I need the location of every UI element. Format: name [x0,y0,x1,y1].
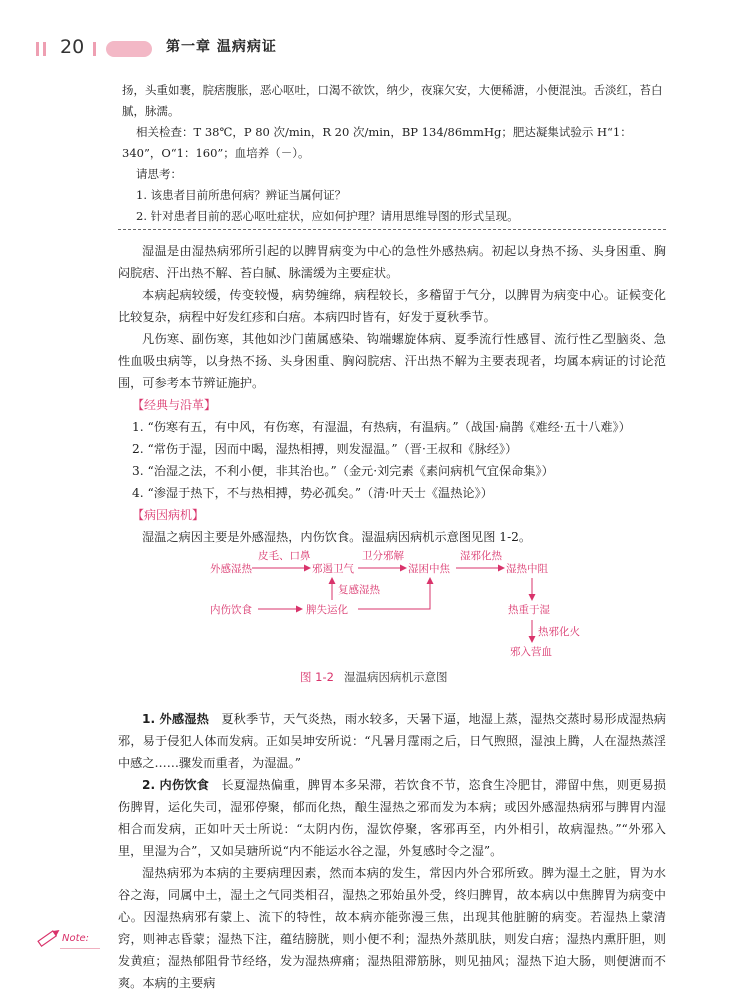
page-number: 20 [60,36,85,58]
header-bar [93,42,96,56]
cause-1 [118,708,666,774]
pathology-summary: 湿热病邪为本病的主要病理因素，然而本病的发生，常因内外合邪所致。脾为湿土之脏，胃为水谷之海，同属中土，湿土之气同类相召，湿热之邪始虽外受，终归脾胃，故本病以中焦脾胃为病变中心。因湿热病邪有蒙上、流下的特性，故本病亦能弥漫三焦，出现其他脏腑的病变。若湿热上蒙清窍，则神志昏蒙；湿热下注，蕴结膀胱，则小便不利；湿热外蒸肌肤，则发白痦；湿热内熏肝胆，则发黄疸；湿热郁阻骨节经络，发为湿热痹痛；湿热阻滞筋脉，则见抽风；湿热下迫大肠，则便溏而不爽。本病的主要病 [118,866,666,990]
edge-defense-lift: 卫分邪解 [362,550,404,562]
divider [118,229,666,230]
classics-heading: 【经典与沿革】 [132,398,217,412]
cause-2-text: 长夏湿热偏重，脾胃本多呆滞，若饮食不节，恣食生冷肥甘，滞留中焦，则更易损伤脾胃，运化失司，湿邪停聚，郁而化热，酿生湿热之邪而发为本病；或因外感湿热病邪与脾胃内湿相合而发病，正如叶天士所说：“太阴内伤，湿饮停聚，客邪再至，内外相引，故病湿热。”“外邪入里，里湿为合”，又如吴瑭所说“内不能运水谷之湿，外复感时令之湿”。 [118,778,666,858]
cause-1-heading: 1. 外感湿热 [142,712,209,726]
main-text-continued [118,708,666,994]
cause-2 [118,774,666,862]
cause-2-heading: 2. 内伤饮食 [142,778,209,792]
question-2: 2. 针对患者目前的恶心呕吐症状，应如何护理？请用思维导图的形式呈现。 [136,209,519,223]
intro-paragraph: 凡伤寒、副伤寒，其他如沙门菌属感染、钩端螺旋体病、夏季流行性感冒、流行性乙型脑炎、急性血吸虫病等，以身热不扬、头身困重、胸闷脘痞、汗出热不解为主要表现者，均属本病证的讨论范围，可参考本节辨证施护。 [118,332,666,390]
etiology-heading: 【病因病机】 [132,508,205,522]
question-1: 1. 该患者目前所患何病？辨证当属何证？ [136,188,347,202]
figure-caption [300,669,447,685]
cause-1-text: 夏秋季节，天气炎热，雨水较多，天暑下逼，地湿上蒸，湿热交蒸时易形成湿热病邪，易于侵犯人体而发病。正如吴坤安所说：“凡暑月霪雨之后，日气煦照，湿浊上腾，人在湿热蒸淫中感之……骤发而重者，为湿温。” [118,712,666,770]
page-header [0,0,730,70]
node-heat-over-damp: 热重于湿 [508,604,550,616]
node-middle: 湿困中焦 [408,563,450,575]
main-text [118,240,666,548]
node-blood: 邪入营血 [510,646,552,658]
case-symptoms: 扬，头重如裹，脘痞腹胀，恶心呕吐，口渴不欲饮，纳少，夜寐欠安，大便稀溏，小便混浊。舌淡红，苔白腻，脉濡。 [122,83,663,118]
chapter-title: 第一章 温病病证 [166,39,277,55]
edge-combined: 复感湿热 [338,584,380,596]
figure-number: 图 1-2 [300,670,334,684]
think-label: 请思考： [136,167,182,181]
node-external: 外感湿热 [210,563,252,575]
header-pill [106,41,152,57]
note-label: Note: [62,933,90,944]
classics-item: 2. “常伤于湿，因而中暍，湿热相搏，则发湿温。”（晋·王叔和《脉经》） [132,442,518,456]
classics-item: 3. “治湿之法，不利小便，非其治也。”（金元·刘完素《素问病机气宜保命集》） [132,464,554,478]
edge-fire: 热邪化火 [538,626,580,638]
classics-item: 4. “渗湿于热下，不与热相搏，势必孤矣。”（清·叶天士《温热论》） [132,486,493,500]
edge-skin: 皮毛、口鼻 [258,550,311,562]
intro-paragraph: 湿温是由湿热病邪所引起的以脾胃病变为中心的急性外感热病。初起以身热不扬、头身困重、胸闷脘痞、汗出热不解、苔白腻、脉濡缓为主要症状。 [118,244,666,280]
node-internal: 内伤饮食 [210,604,252,616]
figure-title: 湿温病因病机示意图 [343,670,448,684]
etiology-text: 湿温之病因主要是外感湿热，内伤饮食。湿温病因病机示意图见图 1-2。 [142,530,532,544]
note-underline [60,948,100,949]
case-section [122,80,667,227]
node-blocked: 湿热中阻 [506,563,548,575]
intro-paragraph: 本病起病较缓，传变较慢，病势缠绵，病程较长，多稽留于气分，以脾胃为病变中心。证候变化比较复杂，病程中好发红疹和白痦。本病四时皆有，好发于夏秋季节。 [118,288,666,324]
classics-item: 1. “伤寒有五，有中风，有伤寒，有湿温，有热病，有温病。”（战国·扁鹊《难经·五十八难》） [132,420,631,434]
case-exam: 相关检查：T 38℃，P 80 次/min，R 20 次/min，BP 134/86mmHg；肥达凝集试验示 H“1：340”，O“1：160”；血培养（－）。 [122,125,632,160]
node-spleen: 脾失运化 [306,604,348,616]
edge-damp-heat: 湿邪化热 [460,550,502,562]
header-bar [43,42,46,56]
header-bar [36,42,39,56]
node-defense: 邪遏卫气 [312,563,354,575]
